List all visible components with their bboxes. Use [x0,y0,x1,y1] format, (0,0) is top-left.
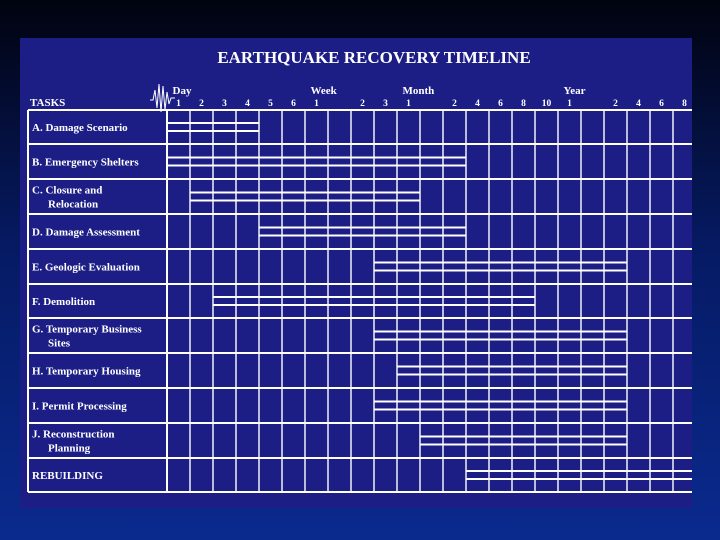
task-label: G. Temporary Business [32,323,142,336]
column-label: 1 [406,99,411,109]
scale-group-label: Year [563,85,586,97]
column-label: 8 [521,99,526,109]
column-label: 2 [452,99,457,109]
timeline-panel [20,38,692,508]
scale-group-label: Week [310,85,337,97]
task-label: H. Temporary Housing [32,365,141,378]
task-label-continuation: Relocation [48,198,99,211]
column-label: 10 [541,99,552,109]
column-label: 6 [498,99,503,109]
task-label: E. Geologic Evaluation [32,261,140,274]
column-label: 6 [659,99,664,109]
tasks-header: TASKS [30,97,66,109]
scale-group-label: Month [402,85,435,97]
task-labels [32,122,142,482]
column-label: 3 [222,99,227,109]
task-label: J. Reconstruction [32,428,115,441]
task-label: A. Damage Scenario [32,122,128,134]
column-label: 1 [567,99,572,109]
column-label: 3 [383,99,388,109]
scale-group-label: Day [172,85,192,97]
task-label-continuation: Planning [48,442,91,455]
task-bars [167,123,692,479]
column-label: 2 [360,99,365,109]
seismograph-icon [150,84,175,112]
column-label: 1 [314,99,319,109]
chart-title: EARTHQUAKE RECOVERY TIMELINE [217,48,531,67]
task-label: I. Permit Processing [32,400,127,413]
task-label: C. Closure and [32,184,103,197]
task-label: B. Emergency Shelters [32,156,139,169]
task-label: REBUILDING [32,470,103,482]
column-label: 4 [475,99,480,109]
column-label: 2 [613,99,618,109]
column-label: 6 [291,99,296,109]
column-label: 8 [682,99,687,109]
column-headers [173,85,688,109]
timeline-chart [20,38,692,508]
column-label: 5 [268,99,273,109]
column-label: 4 [245,99,250,109]
column-label: 2 [199,99,204,109]
task-label: D. Damage Assessment [32,226,140,239]
task-label-continuation: Sites [48,337,70,350]
column-label: 4 [636,99,641,109]
task-label: F. Demolition [32,296,96,308]
column-label: 1 [176,99,181,109]
